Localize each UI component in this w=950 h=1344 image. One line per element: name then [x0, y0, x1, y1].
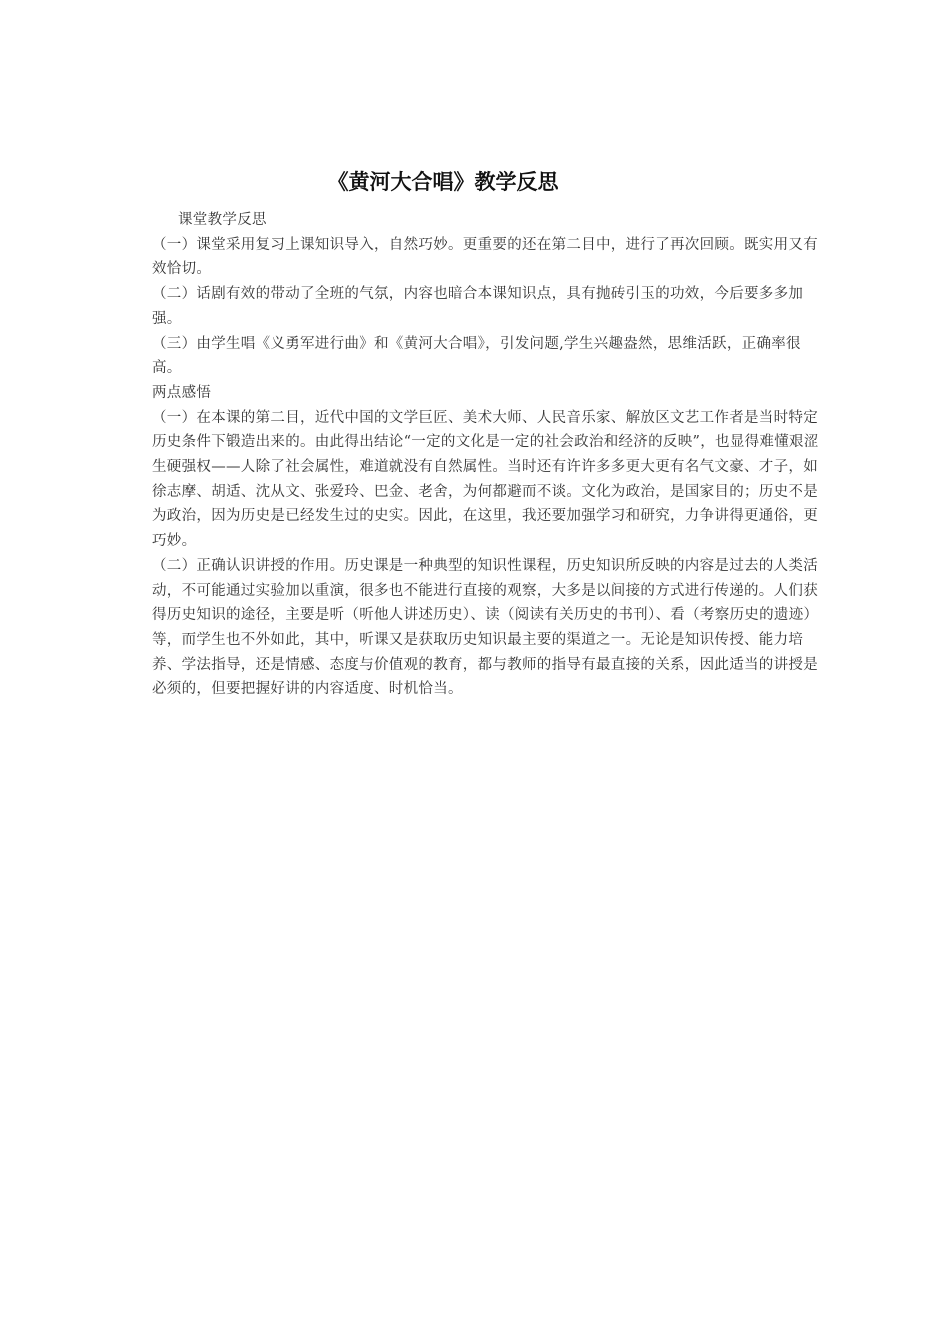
- paragraph-reflection-1: （一）课堂采用复习上课知识导入，自然巧妙。更重要的还在第二目中，进行了再次回顾。既实用又有效恰切。: [152, 236, 818, 278]
- paragraph-reflection-3: （三）由学生唱《义勇军进行曲》和《黄河大合唱》，引发问题,学生兴趣盎然，思维活跃，正确率很高。: [152, 335, 801, 377]
- section-heading-classroom-reflection: 课堂教学反思: [178, 212, 267, 228]
- document-title: 《黄河大合唱》教学反思: [327, 170, 559, 194]
- paragraph-insight-2: （二）正确认识讲授的作用。历史课是一种典型的知识性课程，历史知识所反映的内容是过去的人类活动，不可能通过实验加以重演，很多也不能进行直接的观察，大多是以间接的方式进行传递的。人们获得历史知识的途径，主要是听（听他人讲述历史）、读（阅读有关历史的书刊）、看（考察历史的遗迹）等，而学生也不外如此，其中，听课又是获取历史知识最主要的渠道之一。无论是知识传授、能力培养、学法指导，还是情感、态度与价值观的教育，都与教师的指导有最直接的关系，因此适当的讲授是必须的，但要把握好讲的内容适度、时机恰当。: [152, 557, 819, 698]
- section-heading-insights: 两点感悟: [152, 384, 212, 401]
- document-body: [152, 208, 822, 702]
- paragraph-reflection-2: （二）话剧有效的带动了全班的气氛，内容也暗合本课知识点，具有抛砖引玉的功效，今后要多多加强。: [152, 286, 804, 327]
- paragraph-insight-1: （一）在本课的第二目，近代中国的文学巨匠、美术大师、人民音乐家、解放区文艺工作者是当时特定历史条件下锻造出来的。由此得出结论“一定的文化是一定的社会政治和经济的反映”，也显得难懂艰涩生硬强权——人除了社会属性，难道就没有自然属性。当时还有许许多多更大更有名气文豪、才子，如徐志摩、胡适、沈从文、张爱玲、巴金、老舍，为何都避而不谈。文化为政治，是国家目的；历史不是为政治，因为历史是已经发生过的史实。因此，在这里，我还要加强学习和研究，力争讲得更通俗，更巧妙。: [152, 409, 819, 550]
